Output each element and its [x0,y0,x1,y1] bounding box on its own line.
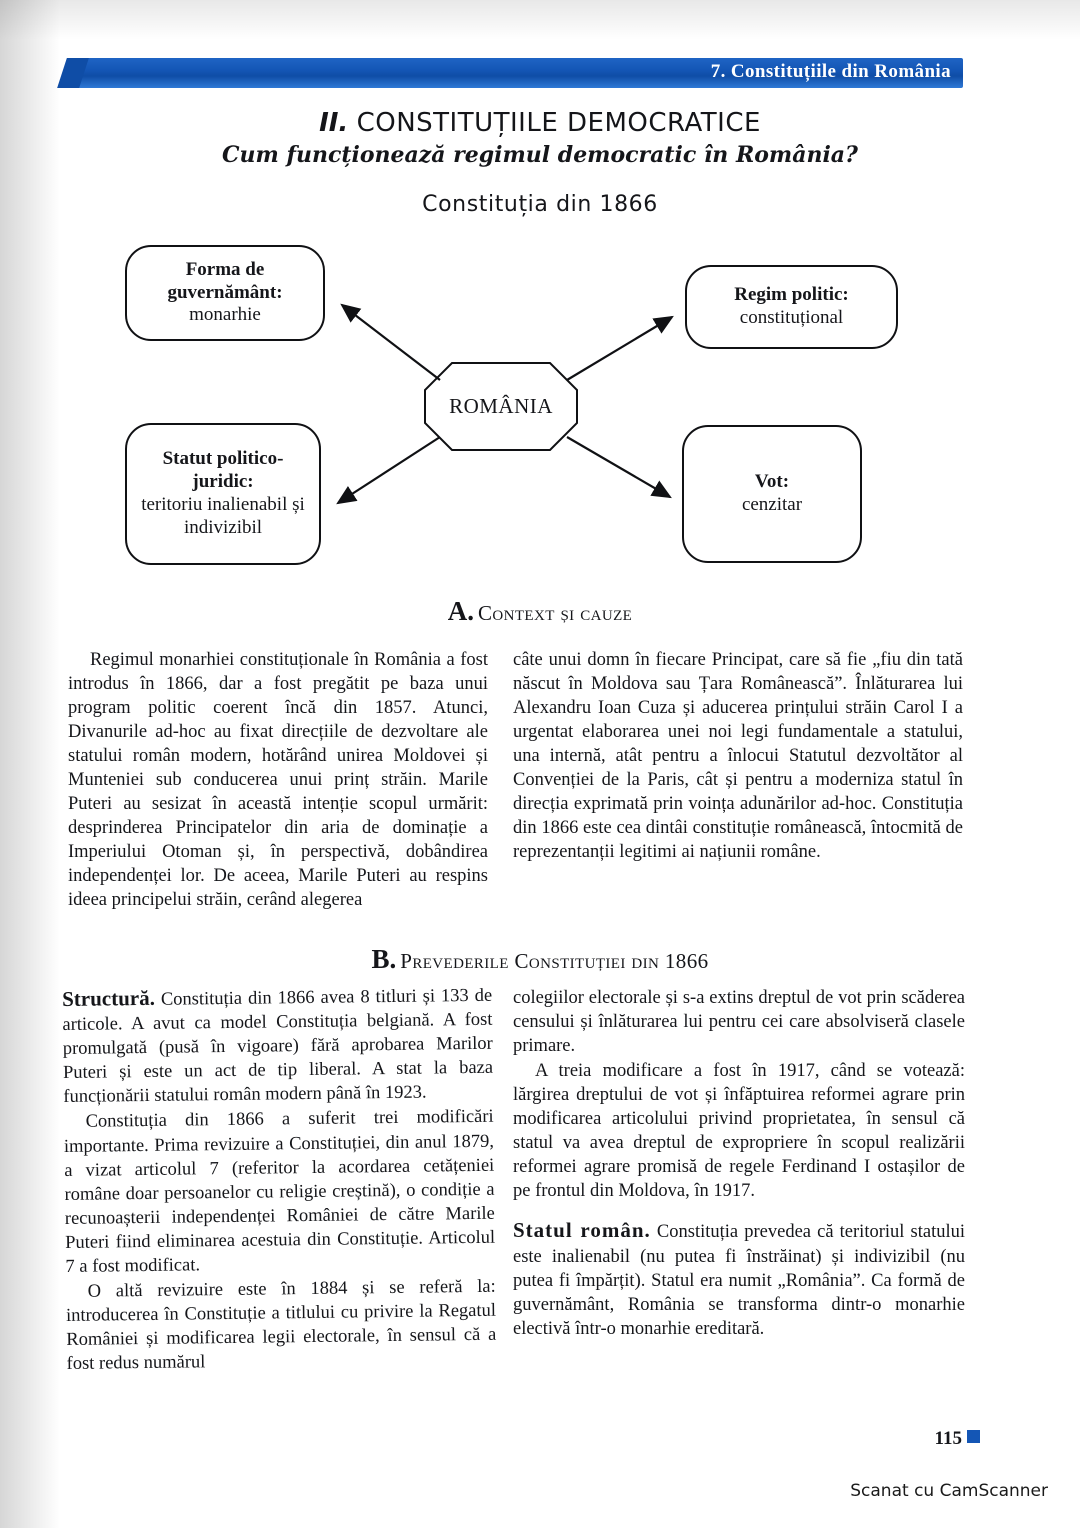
paragraph: O altă revizuire este în 1884 și se referă la: introducerea în Constituție a titlului cu privire la Regatul României și modificarea legii electorale, în sensul că a fost redus numărul [65,1276,497,1374]
node-value: monarhie [189,304,261,326]
paragraph: Regimul monarhiei constituționale în România a fost introdus în 1866, dar a fost pregătit pe baza unui program politic coerent încă din 1857. Atunci, Divanurile ad-hoc au fixat direcțiile de dezvoltare ale statului român modern, hotărând unirea Moldovei și Munteniei sub conducerea unui prinț străin. Marile Puteri au sesizat în această intenție scopul urmărit: desprinderea Principatelor din aria de dominație a Imperiului Otoman și, în perspectivă, dobândirea independenței lor. De aceea, Marile Puteri au respins ideea principelui străin, cerând alegerea [68,650,488,911]
paragraph [62,981,493,1110]
constitution-diagram [70,235,970,580]
scan-shadow-left [0,0,60,1528]
node-label: Forma de guvernământ: [167,258,283,303]
paragraph: Constituția din 1866 a suferit trei modificări importante. Prima revizuire a Constituției, din anul 1879, a vizat articolul 7 (referitor la acordarea cetățeniei române doar persoanelor cu religie creștină), o condiție a recunoașterii independenței României de către Marile Puteri fiind eliminarea acestuia din Constituție. Articolul 7 a fost modificat. [63,1107,496,1277]
paragraph-text: Constituția prevedea că teritoriul statului este inalienabil (nu putea fi înstrăinat) și indivizibil (nu putea fi împărțit). Statul era numit „România”. Ca formă de guvernământ, România se transforma dintr-o monarhie electivă într-o monarhie ereditară. [513,1222,965,1339]
node-value: teritoriu inalienabil și indivizibil [141,494,305,538]
section-a-title: Context și cauze [478,601,633,625]
page-title-text: CONSTITUȚIILE DEMOCRATICE [356,108,761,138]
chapter-title: 7. Constituțiile din România [710,61,951,82]
section-a-right-column [513,648,963,864]
node-value: constituțional [739,307,844,328]
page-subtitle: Cum funcționează regimul democratic în România? [222,142,858,168]
band-tip-shape [57,58,89,88]
paragraph-text: Constituția din 1866 avea 8 titluri și 133 de articole. A avut ca model Constituția belgiană. A fost promulgată (pusă în vigoare) fără aprobarea Marilor Puteri și este un act de tip liberal. A stat la baza funcționării statului român modern până în 1923. [62,985,494,1108]
diagram-title: Constituția din 1866 [422,192,658,217]
chapter-header-band [68,58,963,88]
paragraph [513,1217,965,1340]
diagram-node-statut-politico-juridic [125,423,321,565]
paragraph-lead: Structură. [62,985,156,1011]
paragraph: A treia modificare a fost în 1917, când se votează: lărgirea dreptului de vot și înfăptuirea reformei agrare prin modificarea articolului privind proprietatea, în sensul că statul va avea dreptul de expropriere în scopul realizării reformei agrare promisă de regele Ferdinand I ostașilor de pe frontul din Moldova, în 1917. [513,1061,965,1202]
section-b-right-column [513,986,965,1341]
section-a-left-column [68,648,488,913]
diagram-center-node [425,360,577,452]
page-number-marker [967,1430,980,1443]
section-a-heading [0,596,1080,627]
section-b-left-column [62,981,497,1376]
diagram-node-vot [682,425,862,563]
section-a-letter: A. [447,596,474,626]
scanner-watermark: Scanat cu CamScanner [850,1481,1048,1501]
node-value: cenzitar [741,494,803,515]
node-label: Statut politico-juridic: [162,448,284,493]
section-b-letter: B. [371,944,397,974]
node-label: Vot: [754,471,790,493]
diagram-node-forma-de-guvernamant [125,245,325,341]
page-number [935,1428,980,1450]
node-label: Regim politic: [734,284,849,306]
page-number-value: 115 [934,1428,962,1449]
paragraph-lead: Statul român. [513,1218,651,1243]
diagram-node-regim-politic [685,265,898,349]
page-title-number: II. [319,108,349,138]
section-b-title: Prevederile Constituției din 1866 [400,949,709,973]
scan-shadow-top [0,0,1080,40]
paragraph: colegiilor electorale și s-a extins dreptul de vot prin scăderea censului și înlăturarea lui pentru cei care absolviseră clasele primare. [513,988,965,1057]
page-title [0,108,1080,138]
paragraph: câte unui domn în fiecare Principat, care să fie „fiu din tată născut în Moldova sau Țara Românească”. Înlăturarea lui Alexandru Ioan Cuza și aducerea prințului străin Carol I a urgentat elaborarea unei noi legi fundamentale a statului, una internă, atât pentru a înlocui Statutul dezvoltător al Convenției de la Paris, cât și pentru a moderniza statul în direcția exprimată prin voința adunărilor ad-hoc. Constituția din 1866 este cea dintâi constituție românească, întocmită de reprezentanții legitimi ai națiunii române. [513,650,963,863]
arrow-to-regim [567,317,672,380]
section-b-heading [0,944,1080,975]
arrow-to-vot [567,437,670,497]
diagram-center-label: ROMÂNIA [449,393,553,418]
